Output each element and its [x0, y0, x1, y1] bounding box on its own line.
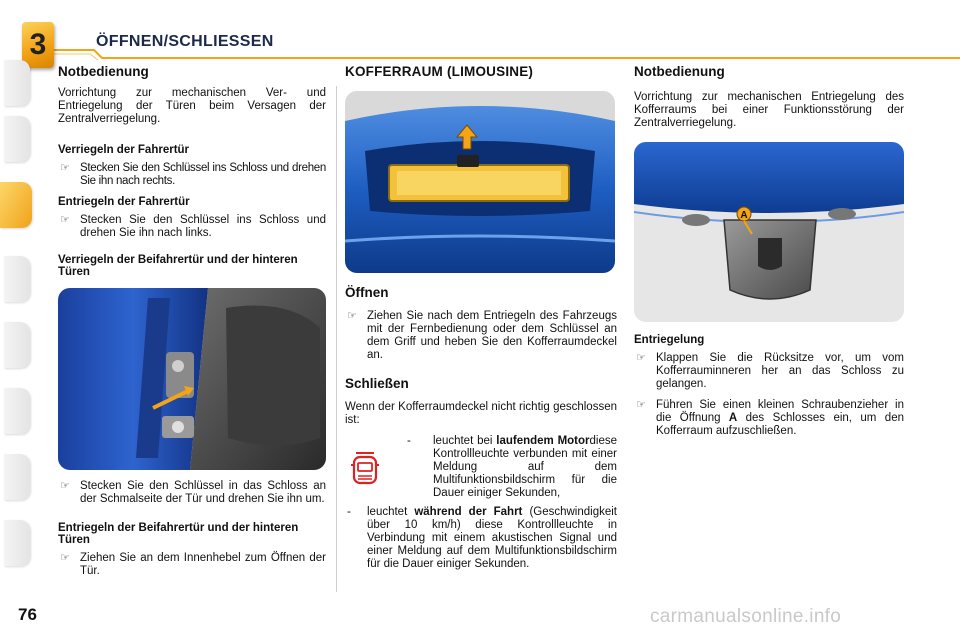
dash-text-part: leuchtet bei — [433, 435, 497, 447]
list-item — [58, 162, 326, 188]
open-trunk-warning-icon — [345, 449, 385, 489]
intro-text: Vorrichtung zur mechanischen Ver- und Entriegelung der Türen beim Versagen der Zentralverriegelung. — [58, 87, 326, 125]
list-item: - leuchtet während der Fahrt (Geschwindigkeit über 10 km/h) diese Kontrollleuchte in Verbindung mit einem akustischen Signal und einer Meldung auf dem Multifunktionsbildschirm für die Dauer einiger Sekunden. — [347, 506, 618, 570]
unlock-passenger-heading: Entriegeln der Beifahrertür und der hinteren Türen — [58, 522, 299, 546]
list-item — [58, 552, 326, 578]
section-heading: KOFFERRAUM (LIMOUSINE) — [345, 64, 534, 79]
page-title: ÖFFNEN/SCHLIESSEN — [96, 33, 274, 50]
trunk-handle-photo — [345, 91, 615, 273]
pointing-hand-icon: ☞ — [60, 480, 70, 492]
bullet-text: Klappen Sie die Rücksitze vor, um vom Kofferrauminneren her an das Schloss zu gelangen. — [656, 352, 904, 390]
dash-text: - leuchtet bei laufendem Motordiese Kontrollleuchte verbunden mit einer Meldung auf dem Multifunktionsbildschirm für die Dauer einiger Sekunden, — [407, 435, 618, 499]
list-item — [58, 214, 326, 240]
chapter-tab-7[interactable] — [4, 454, 30, 500]
bullet-text-part: des Schlosses ein, um den Kofferraum aufzuschließen. — [656, 412, 904, 437]
list-item — [634, 352, 904, 391]
right-column — [634, 60, 904, 446]
section-heading: Notbedienung — [58, 64, 149, 79]
chapter-badge: 3 — [22, 22, 54, 68]
bullet-text: Stecken Sie den Schlüssel ins Schloss und drehen Sie ihn nach links. — [80, 214, 326, 239]
intro-text: Vorrichtung zur mechanischen Entriegelung des Kofferraums bei einer Funktionsstörung der Zentralverriegelung. — [634, 91, 904, 129]
pointing-hand-icon: ☞ — [60, 162, 70, 174]
dash-text-bold: laufendem Motor — [496, 435, 590, 447]
dash-text-part: (Geschwindigkeit über 10 km/h) diese Kontrollleuchte in Verbindung mit einem akustischen Signal und einer Meldung auf dem Multifunktionsbildschirm für die Dauer einiger Sekunden. — [367, 506, 618, 570]
door-lock-photo — [58, 288, 326, 470]
chapter-tab-1[interactable] — [4, 60, 30, 106]
bullet-text: Ziehen Sie an dem Innenhebel zum Öffnen der Tür. — [80, 552, 326, 577]
unlock-heading: Entriegelung — [634, 334, 705, 346]
bullet-text: Stecken Sie den Schlüssel in das Schloss an der Schmalseite der Tür und drehen Sie ihn um. — [80, 480, 326, 505]
trunk-lock-photo — [634, 142, 904, 322]
pointing-hand-icon: ☞ — [60, 214, 70, 226]
bullet-text-part: Führen Sie einen kleinen Schraubenzieher in die Öffnung — [656, 399, 904, 424]
open-heading: Öffnen — [345, 285, 389, 300]
dash-text-bold: während der Fahrt — [414, 506, 523, 518]
left-column — [58, 60, 326, 586]
chapter-tab-8[interactable] — [4, 520, 30, 566]
trunk-latch-illustration — [634, 142, 904, 322]
list-item — [345, 310, 617, 362]
column-divider — [336, 86, 337, 592]
trunk-lid-illustration — [345, 91, 615, 273]
page-header — [0, 14, 960, 61]
close-intro: Wenn der Kofferraumdeckel nicht richtig geschlossen ist: — [345, 401, 617, 426]
list-item — [634, 399, 904, 438]
pointing-hand-icon: ☞ — [347, 310, 357, 322]
dash-text-part: diese Kontrollleuchte verbunden mit einer Meldung auf dem Multifunktionsbildschirm für die Dauer einiger Sekunden, — [433, 435, 618, 499]
door-edge-illustration — [58, 288, 326, 470]
chapter-tab-3[interactable] — [0, 182, 32, 228]
bullet-text: Stecken Sie den Schlüssel ins Schloss und drehen Sie ihn nach rechts. — [80, 162, 326, 187]
callout-a-label: A — [740, 210, 748, 221]
chapter-tab-5[interactable] — [4, 322, 30, 368]
chapter-tab-4[interactable] — [4, 256, 30, 302]
dash-text-part: leuchtet — [367, 506, 415, 518]
middle-column — [345, 60, 617, 575]
lock-driver-heading: Verriegeln der Fahrertür — [58, 144, 190, 156]
chapter-tab-6[interactable] — [4, 388, 30, 434]
bullet-text: Ziehen Sie nach dem Entriegeln des Fahrzeugs mit der Fernbedienung oder dem Schlüssel an dem Griff und heben Sie den Kofferraumdeckel an. — [367, 310, 617, 361]
warning-dash-item — [345, 435, 617, 500]
bullet-text-bold: A — [728, 412, 738, 424]
unlock-driver-heading: Entriegeln der Fahrertür — [58, 196, 190, 208]
pointing-hand-icon: ☞ — [636, 399, 646, 411]
list-item — [58, 480, 326, 506]
pointing-hand-icon: ☞ — [636, 352, 646, 364]
watermark: carmanualsonline.info — [650, 606, 842, 627]
section-heading: Notbedienung — [634, 64, 725, 79]
lock-passenger-heading: Verriegeln der Beifahrertür und der hinteren Türen — [58, 254, 298, 278]
page-number: 76 — [18, 605, 37, 624]
chapter-tab-2[interactable] — [4, 116, 30, 162]
close-heading: Schließen — [345, 376, 409, 391]
pointing-hand-icon: ☞ — [60, 552, 70, 564]
chapter-tab-strip — [0, 60, 36, 580]
